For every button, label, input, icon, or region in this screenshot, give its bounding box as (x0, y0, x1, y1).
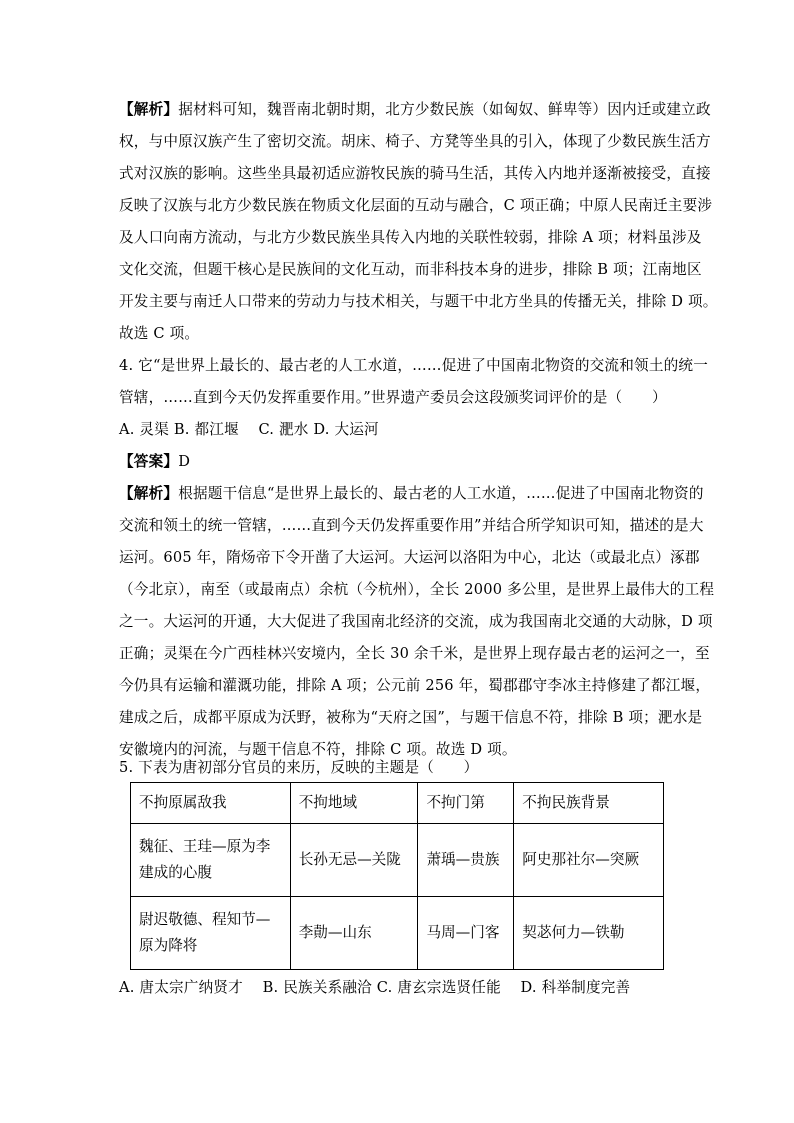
table-header-row (131, 783, 664, 824)
table-cell: 阿史那社尔—突厥 (514, 824, 664, 897)
analysis-line: （今北京），南至（或最南点）余杭（今杭州），全长 2000 多公里，是世界上最伟大的工程 (119, 581, 715, 598)
analysis-line: 反映了汉族与北方少数民族在物质文化层面的互动与融合，C 项正确；中原人民南迁主要涉 (119, 197, 713, 214)
analysis-line: 建成之后，成都平原成为沃野，被称为“天府之国”，与题干信息不符，排除 B 项；淝水是 (119, 709, 703, 726)
analysis-text: 根据题干信息“是世界上最长的、最古老的人工水道，……促进了中国南北物资的 (178, 485, 704, 502)
analysis-line: 运河。605 年，隋炀帝下令开凿了大运河。大运河以洛阳为中心，北达（或最北点）涿郡 (119, 549, 700, 566)
table-header-cell: 不拘民族背景 (514, 783, 664, 824)
table-header-cell: 不拘原属敌我 (131, 783, 291, 824)
analysis-text: 据材料可知，魏晋南北朝时期，北方少数民族（如匈奴、鲜卑等）因内迁或建立政 (178, 101, 711, 118)
answer-value: D (178, 453, 191, 470)
question-stem: 4. 它“是世界上最长的、最古老的人工水道，……促进了中国南北物资的交流和领土的统一 (119, 357, 708, 374)
analysis-line: 文化交流，但题干核心是民族间的文化互动，而非科技本身的进步，排除 B 项；江南地区 (119, 261, 702, 278)
officials-table (130, 782, 664, 970)
table-header-cell: 不拘门第 (418, 783, 514, 824)
question-options: A. 唐太宗广纳贤才 B. 民族关系融洽 C. 唐玄宗选贤任能 D. 科举制度完善 (119, 979, 631, 996)
analysis-line: 及人口向南方流动，与北方少数民族坐具传入内地的关联性较弱，排除 A 项；材料虽涉及 (119, 229, 702, 246)
table-cell: 尉迟敬德、程知节—原为降将 (131, 897, 291, 970)
table-cell: 长孙无忌—关陇 (290, 824, 418, 897)
table-cell: 李勣—山东 (290, 897, 418, 970)
analysis-line (119, 100, 711, 120)
answer-line (119, 452, 190, 472)
analysis-line: 开发主要与南迁人口带来的劳动力与技术相关，与题干中北方坐具的传播无关，排除 D 项。 (119, 293, 718, 310)
analysis-line: 故选 C 项。 (119, 325, 200, 342)
table-header-cell: 不拘地域 (290, 783, 418, 824)
question-options: A. 灵渠 B. 都江堰 C. 淝水 D. 大运河 (119, 421, 379, 438)
analysis-tag: 【解析】 (119, 485, 179, 502)
analysis-line: 式对汉族的影响。这些坐具最初适应游牧民族的骑马生活，其传入内地并逐渐被接受，直接 (119, 165, 711, 182)
table-cell: 魏征、王珪—原为李建成的心腹 (131, 824, 291, 897)
analysis-line: 安徽境内的河流，与题干信息不符，排除 C 项。故选 D 项。 (119, 741, 517, 758)
table-row (131, 897, 664, 970)
table-row (131, 824, 664, 897)
table-cell: 契苾何力—铁勒 (514, 897, 664, 970)
analysis-line (119, 484, 704, 504)
question-stem: 5. 下表为唐初部分官员的来历，反映的主题是（ ） (119, 759, 479, 776)
analysis-line: 之一。大运河的开通，大大促进了我国南北经济的交流，成为我国南北交通的大动脉，D 项 (119, 613, 713, 630)
analysis-line: 权，与中原汉族产生了密切交流。胡床、椅子、方凳等坐具的引入，体现了少数民族生活方 (119, 133, 711, 150)
question-stem: 管辖，……直到今天仍发挥重要作用。”世界遗产委员会这段颁奖词评价的是（ ） (119, 389, 667, 406)
analysis-line: 交流和领土的统一管辖，……直到今天仍发挥重要作用”并结合所学知识可知，描述的是大 (119, 517, 704, 534)
table-cell: 马周—门客 (418, 897, 514, 970)
analysis-line: 正确；灵渠在今广西桂林兴安境内，全长 30 余千米，是世界上现存最古老的运河之一，至 (119, 645, 710, 662)
answer-tag: 【答案】 (119, 453, 179, 470)
analysis-line: 今仍具有运输和灌溉功能，排除 A 项；公元前 256 年，蜀郡郡守李冰主持修建了都江堰， (119, 677, 711, 694)
table-cell: 萧瑀—贵族 (418, 824, 514, 897)
analysis-tag: 【解析】 (119, 101, 179, 118)
